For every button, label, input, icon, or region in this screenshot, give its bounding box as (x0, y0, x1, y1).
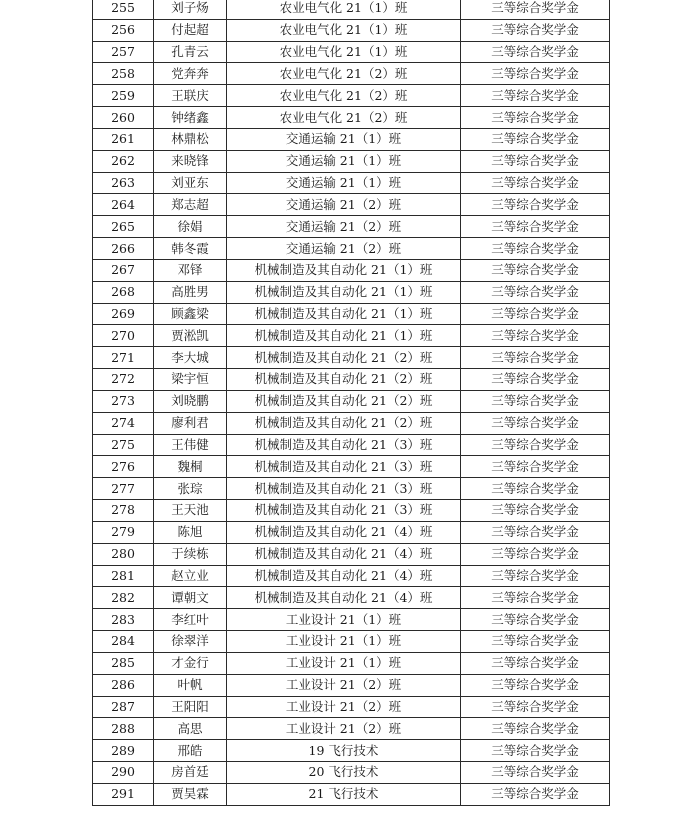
award-type-cell: 三等综合奖学金 (461, 303, 610, 325)
award-type-cell: 三等综合奖学金 (461, 0, 610, 19)
award-type-cell: 三等综合奖学金 (461, 347, 610, 369)
table-row (93, 390, 610, 412)
table-row (93, 631, 610, 653)
table-row (93, 303, 610, 325)
table-row (93, 63, 610, 85)
table-row (93, 718, 610, 740)
serial-number-cell: 259 (93, 85, 154, 107)
table-row (93, 128, 610, 150)
serial-number-cell: 256 (93, 19, 154, 41)
serial-number-cell: 266 (93, 238, 154, 260)
table-row (93, 41, 610, 63)
student-name-cell: 韩冬霞 (154, 238, 227, 260)
student-name-cell: 高思 (154, 718, 227, 740)
class-name-cell: 农业电气化 21（2）班 (227, 107, 461, 129)
table-row (93, 434, 610, 456)
table-row (93, 369, 610, 391)
serial-number-cell: 287 (93, 696, 154, 718)
award-type-cell: 三等综合奖学金 (461, 128, 610, 150)
class-name-cell: 农业电气化 21（1）班 (227, 19, 461, 41)
student-name-cell: 廖利君 (154, 412, 227, 434)
serial-number-cell: 280 (93, 543, 154, 565)
table-row (93, 456, 610, 478)
table-row (93, 521, 610, 543)
table-row (93, 609, 610, 631)
student-name-cell: 高胜男 (154, 281, 227, 303)
class-name-cell: 机械制造及其自动化 21（2）班 (227, 347, 461, 369)
award-type-cell: 三等综合奖学金 (461, 281, 610, 303)
scholarship-table (92, 0, 610, 806)
table-row (93, 783, 610, 805)
student-name-cell: 房首廷 (154, 761, 227, 783)
award-type-cell: 三等综合奖学金 (461, 19, 610, 41)
award-type-cell: 三等综合奖学金 (461, 587, 610, 609)
award-type-cell: 三等综合奖学金 (461, 543, 610, 565)
student-name-cell: 郑志超 (154, 194, 227, 216)
table-row (93, 587, 610, 609)
class-name-cell: 机械制造及其自动化 21（1）班 (227, 281, 461, 303)
student-name-cell: 王天池 (154, 500, 227, 522)
award-type-cell: 三等综合奖学金 (461, 456, 610, 478)
class-name-cell: 机械制造及其自动化 21（4）班 (227, 565, 461, 587)
award-type-cell: 三等综合奖学金 (461, 761, 610, 783)
serial-number-cell: 264 (93, 194, 154, 216)
student-name-cell: 王阳阳 (154, 696, 227, 718)
table-row (93, 259, 610, 281)
class-name-cell: 工业设计 21（1）班 (227, 609, 461, 631)
table-row (93, 107, 610, 129)
award-type-cell: 三等综合奖学金 (461, 369, 610, 391)
table-row (93, 19, 610, 41)
award-type-cell: 三等综合奖学金 (461, 172, 610, 194)
class-name-cell: 机械制造及其自动化 21（1）班 (227, 259, 461, 281)
award-type-cell: 三等综合奖学金 (461, 696, 610, 718)
serial-number-cell: 281 (93, 565, 154, 587)
class-name-cell: 工业设计 21（2）班 (227, 674, 461, 696)
student-name-cell: 顾鑫梁 (154, 303, 227, 325)
serial-number-cell: 282 (93, 587, 154, 609)
table-row (93, 172, 610, 194)
table-row (93, 565, 610, 587)
serial-number-cell: 278 (93, 500, 154, 522)
table-row (93, 500, 610, 522)
table-row (93, 347, 610, 369)
table-row (93, 543, 610, 565)
serial-number-cell: 267 (93, 259, 154, 281)
student-name-cell: 李红叶 (154, 609, 227, 631)
table-row (93, 674, 610, 696)
award-type-cell: 三等综合奖学金 (461, 631, 610, 653)
serial-number-cell: 261 (93, 128, 154, 150)
class-name-cell: 机械制造及其自动化 21（2）班 (227, 390, 461, 412)
award-type-cell: 三等综合奖学金 (461, 41, 610, 63)
serial-number-cell: 291 (93, 783, 154, 805)
award-type-cell: 三等综合奖学金 (461, 238, 610, 260)
award-type-cell: 三等综合奖学金 (461, 652, 610, 674)
class-name-cell: 农业电气化 21（2）班 (227, 85, 461, 107)
student-name-cell: 孔青云 (154, 41, 227, 63)
class-name-cell: 工业设计 21（1）班 (227, 631, 461, 653)
serial-number-cell: 265 (93, 216, 154, 238)
student-name-cell: 魏桐 (154, 456, 227, 478)
serial-number-cell: 288 (93, 718, 154, 740)
student-name-cell: 于续栋 (154, 543, 227, 565)
award-type-cell: 三等综合奖学金 (461, 390, 610, 412)
serial-number-cell: 263 (93, 172, 154, 194)
table-row (93, 0, 610, 19)
table-row (93, 325, 610, 347)
award-type-cell: 三等综合奖学金 (461, 150, 610, 172)
award-type-cell: 三等综合奖学金 (461, 85, 610, 107)
student-name-cell: 钟绪鑫 (154, 107, 227, 129)
student-name-cell: 张琮 (154, 478, 227, 500)
award-type-cell: 三等综合奖学金 (461, 783, 610, 805)
award-type-cell: 三等综合奖学金 (461, 216, 610, 238)
student-name-cell: 梁宇恒 (154, 369, 227, 391)
student-name-cell: 徐娟 (154, 216, 227, 238)
table-row (93, 740, 610, 762)
award-type-cell: 三等综合奖学金 (461, 63, 610, 85)
class-name-cell: 交通运输 21（1）班 (227, 172, 461, 194)
class-name-cell: 机械制造及其自动化 21（4）班 (227, 543, 461, 565)
serial-number-cell: 279 (93, 521, 154, 543)
table-row (93, 696, 610, 718)
class-name-cell: 机械制造及其自动化 21（2）班 (227, 412, 461, 434)
class-name-cell: 交通运输 21（2）班 (227, 238, 461, 260)
serial-number-cell: 260 (93, 107, 154, 129)
student-name-cell: 刘亚东 (154, 172, 227, 194)
class-name-cell: 20 飞行技术 (227, 761, 461, 783)
serial-number-cell: 262 (93, 150, 154, 172)
award-type-cell: 三等综合奖学金 (461, 521, 610, 543)
student-name-cell: 王伟健 (154, 434, 227, 456)
student-name-cell: 林鼎松 (154, 128, 227, 150)
scholarship-table-body (93, 0, 610, 805)
class-name-cell: 机械制造及其自动化 21（3）班 (227, 456, 461, 478)
class-name-cell: 交通运输 21（1）班 (227, 128, 461, 150)
student-name-cell: 王联庆 (154, 85, 227, 107)
student-name-cell: 才金行 (154, 652, 227, 674)
award-type-cell: 三等综合奖学金 (461, 718, 610, 740)
serial-number-cell: 286 (93, 674, 154, 696)
student-name-cell: 付起超 (154, 19, 227, 41)
serial-number-cell: 285 (93, 652, 154, 674)
student-name-cell: 徐翠洋 (154, 631, 227, 653)
serial-number-cell: 258 (93, 63, 154, 85)
serial-number-cell: 284 (93, 631, 154, 653)
student-name-cell: 李大城 (154, 347, 227, 369)
serial-number-cell: 283 (93, 609, 154, 631)
serial-number-cell: 268 (93, 281, 154, 303)
award-type-cell: 三等综合奖学金 (461, 412, 610, 434)
student-name-cell: 贾淞凯 (154, 325, 227, 347)
student-name-cell: 陈旭 (154, 521, 227, 543)
award-type-cell: 三等综合奖学金 (461, 478, 610, 500)
serial-number-cell: 290 (93, 761, 154, 783)
award-type-cell: 三等综合奖学金 (461, 434, 610, 456)
serial-number-cell: 277 (93, 478, 154, 500)
student-name-cell: 来晓锋 (154, 150, 227, 172)
class-name-cell: 机械制造及其自动化 21（3）班 (227, 500, 461, 522)
table-row (93, 85, 610, 107)
table-row (93, 194, 610, 216)
serial-number-cell: 275 (93, 434, 154, 456)
serial-number-cell: 255 (93, 0, 154, 19)
award-type-cell: 三等综合奖学金 (461, 259, 610, 281)
serial-number-cell: 273 (93, 390, 154, 412)
table-row (93, 238, 610, 260)
class-name-cell: 工业设计 21（2）班 (227, 696, 461, 718)
serial-number-cell: 269 (93, 303, 154, 325)
serial-number-cell: 272 (93, 369, 154, 391)
student-name-cell: 邓铎 (154, 259, 227, 281)
class-name-cell: 工业设计 21（2）班 (227, 718, 461, 740)
table-row (93, 761, 610, 783)
serial-number-cell: 257 (93, 41, 154, 63)
class-name-cell: 交通运输 21（1）班 (227, 150, 461, 172)
serial-number-cell: 289 (93, 740, 154, 762)
table-row (93, 412, 610, 434)
class-name-cell: 农业电气化 21（1）班 (227, 0, 461, 19)
award-type-cell: 三等综合奖学金 (461, 609, 610, 631)
student-name-cell: 刘晓鹏 (154, 390, 227, 412)
table-row (93, 652, 610, 674)
class-name-cell: 交通运输 21（2）班 (227, 194, 461, 216)
class-name-cell: 农业电气化 21（2）班 (227, 63, 461, 85)
class-name-cell: 21 飞行技术 (227, 783, 461, 805)
award-type-cell: 三等综合奖学金 (461, 674, 610, 696)
student-name-cell: 贾昊霖 (154, 783, 227, 805)
class-name-cell: 机械制造及其自动化 21（3）班 (227, 434, 461, 456)
class-name-cell: 机械制造及其自动化 21（1）班 (227, 303, 461, 325)
class-name-cell: 机械制造及其自动化 21（4）班 (227, 521, 461, 543)
class-name-cell: 交通运输 21（2）班 (227, 216, 461, 238)
serial-number-cell: 274 (93, 412, 154, 434)
class-name-cell: 农业电气化 21（1）班 (227, 41, 461, 63)
award-type-cell: 三等综合奖学金 (461, 565, 610, 587)
table-row (93, 281, 610, 303)
class-name-cell: 机械制造及其自动化 21（1）班 (227, 325, 461, 347)
class-name-cell: 工业设计 21（1）班 (227, 652, 461, 674)
student-name-cell: 叶帆 (154, 674, 227, 696)
class-name-cell: 机械制造及其自动化 21（2）班 (227, 369, 461, 391)
award-type-cell: 三等综合奖学金 (461, 194, 610, 216)
student-name-cell: 邢皓 (154, 740, 227, 762)
class-name-cell: 机械制造及其自动化 21（3）班 (227, 478, 461, 500)
serial-number-cell: 270 (93, 325, 154, 347)
table-row (93, 150, 610, 172)
award-type-cell: 三等综合奖学金 (461, 740, 610, 762)
student-name-cell: 赵立业 (154, 565, 227, 587)
serial-number-cell: 276 (93, 456, 154, 478)
student-name-cell: 党奔奔 (154, 63, 227, 85)
student-name-cell: 刘子炀 (154, 0, 227, 19)
table-row (93, 478, 610, 500)
class-name-cell: 19 飞行技术 (227, 740, 461, 762)
table-row (93, 216, 610, 238)
award-type-cell: 三等综合奖学金 (461, 107, 610, 129)
award-type-cell: 三等综合奖学金 (461, 325, 610, 347)
serial-number-cell: 271 (93, 347, 154, 369)
student-name-cell: 谭朝文 (154, 587, 227, 609)
award-type-cell: 三等综合奖学金 (461, 500, 610, 522)
class-name-cell: 机械制造及其自动化 21（4）班 (227, 587, 461, 609)
